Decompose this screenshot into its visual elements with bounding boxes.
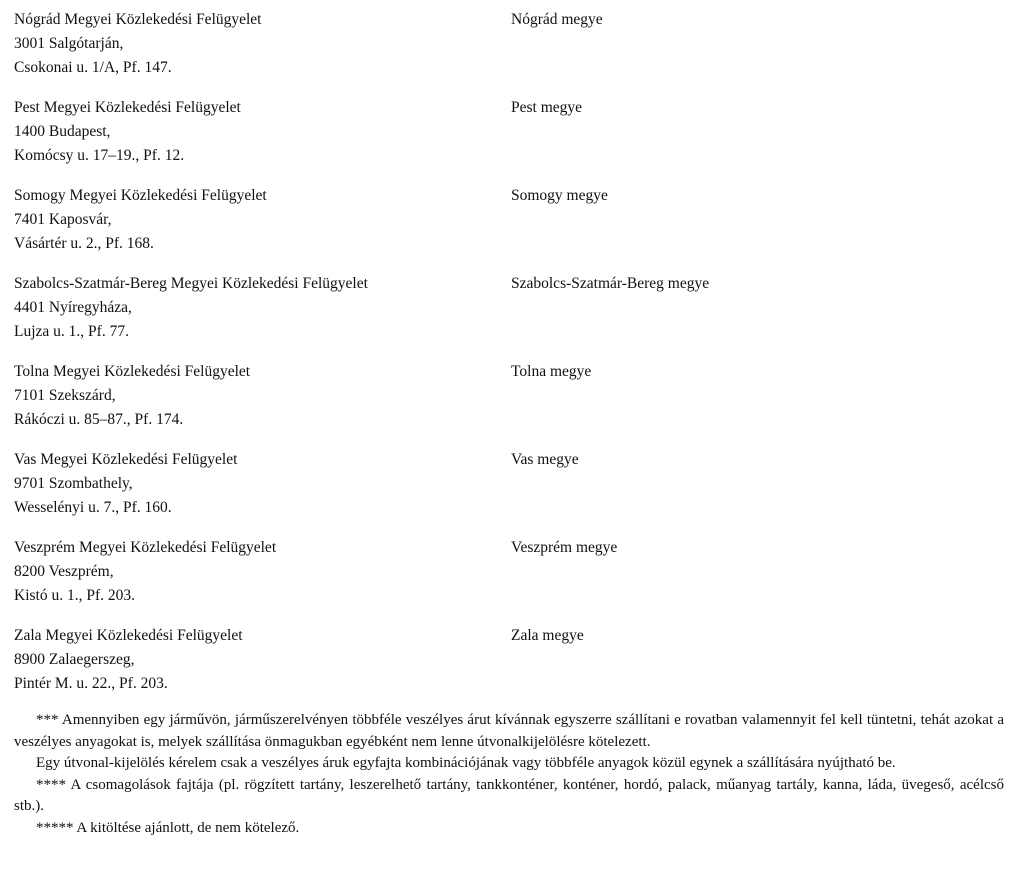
authority-entry [14, 8, 1004, 96]
footnote-packaging: **** A csomagolások fajtája (pl. rögzített tartány, leszerelhető tartány, tankkonténer, konténer, hordó, palack, műanyag tartály, kanna, láda, üvegeső, acélcső stb.). [14, 776, 1004, 814]
authority-name: Zala Megyei Közlekedési Felügyelet [14, 627, 243, 644]
authority-address [14, 96, 494, 168]
county-name: Tolna megye [511, 363, 592, 380]
authority-name: Tolna Megyei Közlekedési Felügyelet [14, 363, 251, 380]
county-name: Zala megye [511, 627, 584, 644]
county-name: Somogy megye [511, 187, 608, 204]
authority-city: 1400 Budapest, [14, 123, 111, 140]
authority-name: Vas Megyei Közlekedési Felügyelet [14, 451, 238, 468]
county-name: Veszprém megye [511, 539, 618, 556]
authority-street: Wesselényi u. 7., Pf. 160. [14, 499, 172, 516]
county-name: Vas megye [511, 451, 579, 468]
authority-city: 8200 Veszprém, [14, 563, 114, 580]
authority-entry [14, 184, 1004, 272]
footnote-triple-asterisk: *** Amennyiben egy járművön, járműszerelvényen többféle veszélyes árut kívánnak egyszerre szállítani e rovatban valamennyit fel kell tüntetni, tehát azokat a veszélyes anyagokat is, melyek szállítása önmagukban egyébként nem lenne útvonalkijelölésre kötelezett. [14, 712, 1004, 750]
authority-address [14, 184, 494, 256]
authority-address [14, 360, 494, 432]
authority-entry [14, 96, 1004, 184]
authority-name: Nógrád Megyei Közlekedési Felügyelet [14, 11, 262, 28]
authority-entry [14, 272, 1004, 360]
footnotes [14, 710, 1004, 839]
authority-city: 3001 Salgótarján, [14, 35, 124, 52]
authority-street: Lujza u. 1., Pf. 77. [14, 323, 129, 340]
authority-name: Pest Megyei Közlekedési Felügyelet [14, 99, 241, 116]
authority-city: 7101 Szekszárd, [14, 387, 116, 404]
authority-name: Somogy Megyei Közlekedési Felügyelet [14, 187, 267, 204]
authority-street: Pintér M. u. 22., Pf. 203. [14, 675, 168, 692]
county-name: Pest megye [511, 99, 583, 116]
authority-address [14, 8, 494, 80]
authority-entry [14, 448, 1004, 536]
authority-list [14, 8, 1004, 712]
authority-street: Komócsy u. 17–19., Pf. 12. [14, 147, 185, 164]
authority-entry [14, 536, 1004, 624]
footnote-optional-fill: ***** A kitöltése ajánlott, de nem kötelező. [36, 819, 300, 836]
authority-address [14, 536, 494, 608]
footnote-route-request: Egy útvonal-kijelölés kérelem csak a veszélyes áruk egyfajta kombinációjának vagy többféle anyagok közül egynek a szállítására nyújtható be. [36, 755, 896, 771]
authority-city: 7401 Kaposvár, [14, 211, 112, 228]
authority-street: Csokonai u. 1/A, Pf. 147. [14, 59, 172, 76]
authority-entry [14, 624, 1004, 712]
authority-name: Szabolcs-Szatmár-Bereg Megyei Közlekedési Felügyelet [14, 275, 368, 292]
authority-address [14, 624, 494, 696]
authority-street: Rákóczi u. 85–87., Pf. 174. [14, 411, 184, 428]
authority-city: 8900 Zalaegerszeg, [14, 651, 135, 668]
county-name: Nógrád megye [511, 11, 603, 28]
authority-city: 9701 Szombathely, [14, 475, 133, 492]
county-name: Szabolcs-Szatmár-Bereg megye [511, 275, 710, 292]
authority-name: Veszprém Megyei Közlekedési Felügyelet [14, 539, 277, 556]
authority-city: 4401 Nyíregyháza, [14, 299, 132, 316]
authority-address [14, 448, 494, 520]
authority-entry [14, 360, 1004, 448]
authority-street: Vásártér u. 2., Pf. 168. [14, 235, 154, 252]
authority-address [14, 272, 494, 344]
authority-street: Kistó u. 1., Pf. 203. [14, 587, 135, 604]
